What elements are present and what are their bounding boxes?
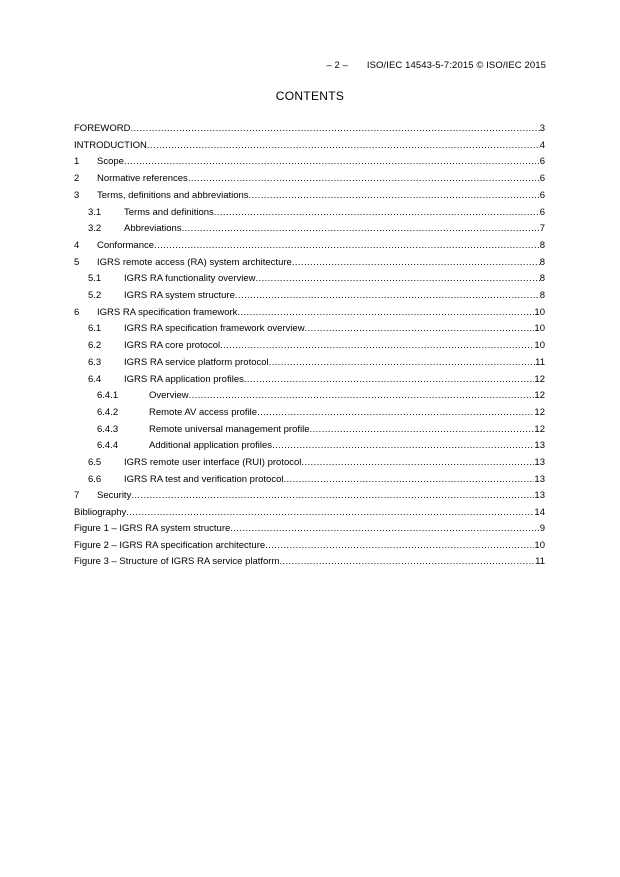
dot-leader: [130, 123, 539, 134]
toc-entry-title: Additional application profiles: [149, 440, 273, 452]
toc-entry-number: 6.5: [88, 457, 102, 468]
toc-entry-number: 6.4.4: [97, 440, 119, 452]
toc-entry-number: 6.3: [88, 356, 102, 368]
dot-leader: [244, 374, 535, 385]
dot-leader: [257, 407, 534, 418]
figure-entry-page: 10: [534, 539, 545, 551]
toc-entry[interactable]: [74, 320, 545, 334]
toc-entry-title: IGRS RA core protocol: [124, 340, 221, 352]
toc-entry-title: IGRS RA specification framework: [97, 306, 238, 318]
dot-leader: [237, 307, 534, 318]
figure-entry[interactable]: [74, 537, 545, 551]
toc-entry-title: IGRS RA system structure: [124, 290, 235, 301]
toc-entry-page: 12: [534, 373, 545, 385]
toc-entry[interactable]: [74, 237, 545, 251]
figure-entry[interactable]: [74, 553, 545, 567]
dot-leader: [292, 257, 540, 268]
header-doc-ref: ISO/IEC 14543-5-7:2015 © ISO/IEC 2015: [366, 60, 546, 71]
dot-leader: [230, 523, 539, 534]
dot-leader: [310, 424, 535, 435]
toc-entry[interactable]: [74, 153, 545, 167]
toc-entry-page: 13: [534, 473, 545, 485]
dot-leader: [220, 340, 534, 351]
toc-entry[interactable]: [74, 471, 545, 485]
toc-entry-page: 13: [534, 440, 545, 452]
toc-entry-page: 6: [539, 189, 545, 201]
toc-entry-number: 6: [74, 306, 80, 318]
toc-entry-title: IGRS RA application profiles: [124, 373, 244, 385]
toc-entry-title: Overview: [149, 390, 189, 402]
dot-leader: [147, 140, 540, 151]
dot-leader: [182, 223, 540, 234]
toc-entry[interactable]: [74, 187, 545, 201]
toc-entry[interactable]: [74, 137, 545, 151]
dot-leader: [265, 540, 534, 551]
toc-entry-page: 6: [539, 156, 545, 168]
dot-leader: [283, 474, 534, 485]
toc-entry-title: IGRS RA test and verification protocol: [124, 473, 284, 485]
dot-leader: [249, 190, 540, 201]
figure-entry[interactable]: [74, 520, 545, 534]
toc-entry[interactable]: [74, 220, 545, 234]
header-page-number: – 2 –: [326, 60, 349, 71]
toc-entry[interactable]: [74, 287, 545, 301]
toc-entry-page: 8: [539, 256, 545, 268]
toc-entry-number: 1: [74, 156, 80, 168]
dot-leader: [305, 323, 535, 334]
toc-entry[interactable]: [74, 254, 545, 268]
toc-entry[interactable]: [74, 454, 545, 468]
toc-entry-number: 5: [74, 256, 80, 268]
toc-entry-number: 7: [74, 490, 80, 502]
dot-leader: [124, 156, 540, 167]
toc-entry-page: 13: [534, 490, 545, 502]
dot-leader: [189, 390, 535, 401]
dot-leader: [272, 440, 534, 451]
toc-entry-page: 10: [534, 306, 545, 318]
toc-entry[interactable]: [74, 170, 545, 184]
toc-entry-page: 4: [539, 139, 545, 151]
dot-leader: [131, 490, 534, 501]
toc-entry-number: 6.1: [88, 323, 102, 335]
toc-entry-page: 8: [539, 273, 545, 285]
toc-entry-title: IGRS RA service platform protocol: [124, 356, 269, 368]
toc-entry-page: 10: [534, 323, 545, 335]
toc-entry-title: Terms and definitions: [124, 206, 214, 218]
toc-entry[interactable]: [74, 304, 545, 318]
toc-entry-number: 6.4.1: [97, 390, 119, 402]
toc-entry-page: 6: [539, 173, 545, 185]
toc-entry-title: IGRS remote access (RA) system architecture: [97, 256, 292, 268]
dot-leader: [214, 207, 540, 218]
toc-entry[interactable]: [74, 504, 545, 518]
toc-entry-number: 6.4.3: [97, 423, 119, 435]
toc-entry-page: 7: [539, 223, 545, 235]
dot-leader: [188, 173, 540, 184]
toc-entry[interactable]: [74, 354, 545, 368]
toc-entry[interactable]: [74, 487, 545, 501]
toc-entry-page: 10: [534, 340, 545, 352]
dot-leader: [279, 556, 535, 567]
toc-entry[interactable]: [74, 387, 545, 401]
toc-entry[interactable]: [74, 270, 545, 284]
toc-entry-number: 3.1: [88, 206, 102, 218]
dot-leader: [269, 357, 535, 368]
toc-entry-title: INTRODUCTION: [74, 139, 147, 151]
toc-entry-title: Remote universal management profile: [149, 423, 310, 435]
toc-entry[interactable]: [74, 204, 545, 218]
toc-entry-title: Conformance: [97, 239, 155, 251]
toc-entry-number: 6.2: [88, 340, 102, 352]
toc-entry-title: Scope: [97, 156, 124, 168]
dot-leader: [301, 457, 534, 468]
figure-entry-page: 9: [539, 523, 545, 534]
toc-entry-number: 5.2: [88, 290, 102, 301]
figure-entry-title: Figure 1 – IGRS RA system structure: [74, 523, 231, 534]
toc-entry-number: 3: [74, 189, 80, 201]
toc-entry-number: 6.4: [88, 373, 102, 385]
page-title: CONTENTS: [275, 89, 345, 103]
toc-entry-page: 12: [534, 423, 545, 435]
toc-entry-number: 4: [74, 239, 80, 251]
toc-entry[interactable]: [74, 421, 545, 435]
figure-entry-title: Figure 2 – IGRS RA specification architecture: [74, 539, 266, 551]
toc-entry-title: Bibliography: [74, 507, 127, 519]
toc-entry-page: 3: [539, 123, 545, 134]
toc-entry[interactable]: [74, 337, 545, 351]
toc-entry-title: Remote AV access profile: [149, 406, 258, 418]
toc-entry-page: 6: [539, 206, 545, 218]
page-header: [326, 60, 546, 71]
toc-entry-number: 6.6: [88, 473, 102, 485]
toc-entry-page: 14: [534, 507, 545, 519]
toc-entry-number: 6.4.2: [97, 406, 119, 418]
toc-entry-page: 12: [534, 406, 545, 418]
toc-entry-title: Abbreviations: [124, 223, 182, 235]
toc-entry-number: 3.2: [88, 223, 102, 235]
dot-leader: [126, 507, 534, 518]
toc-entry-page: 8: [539, 290, 545, 301]
toc-entry-page: 13: [534, 457, 545, 468]
toc-entry-title: Terms, definitions and abbreviations: [97, 189, 249, 201]
toc-entry-number: 2: [74, 173, 80, 185]
toc-entry-page: 8: [539, 239, 545, 251]
toc-entry-number: 5.1: [88, 273, 102, 285]
toc-entry-title: Security: [97, 490, 132, 502]
toc-entry-title: IGRS remote user interface (RUI) protocol: [124, 457, 302, 468]
toc-entry[interactable]: [74, 120, 545, 134]
dot-leader: [255, 273, 539, 284]
toc-entry[interactable]: [74, 437, 545, 451]
dot-leader: [154, 240, 540, 251]
toc-entry-title: Normative references: [97, 173, 188, 185]
figure-entry-page: 11: [535, 556, 545, 568]
dot-leader: [235, 290, 540, 301]
toc-entry-page: 12: [534, 390, 545, 402]
toc-entry[interactable]: [74, 371, 545, 385]
toc-entry-title: IGRS RA functionality overview: [124, 273, 256, 285]
toc-entry[interactable]: [74, 404, 545, 418]
toc-entry-title: FOREWORD: [74, 123, 131, 134]
toc-entry-page: 11: [535, 356, 545, 368]
toc-entry-title: IGRS RA specification framework overview: [124, 323, 305, 335]
figure-entry-title: Figure 3 – Structure of IGRS RA service platform: [74, 556, 280, 568]
